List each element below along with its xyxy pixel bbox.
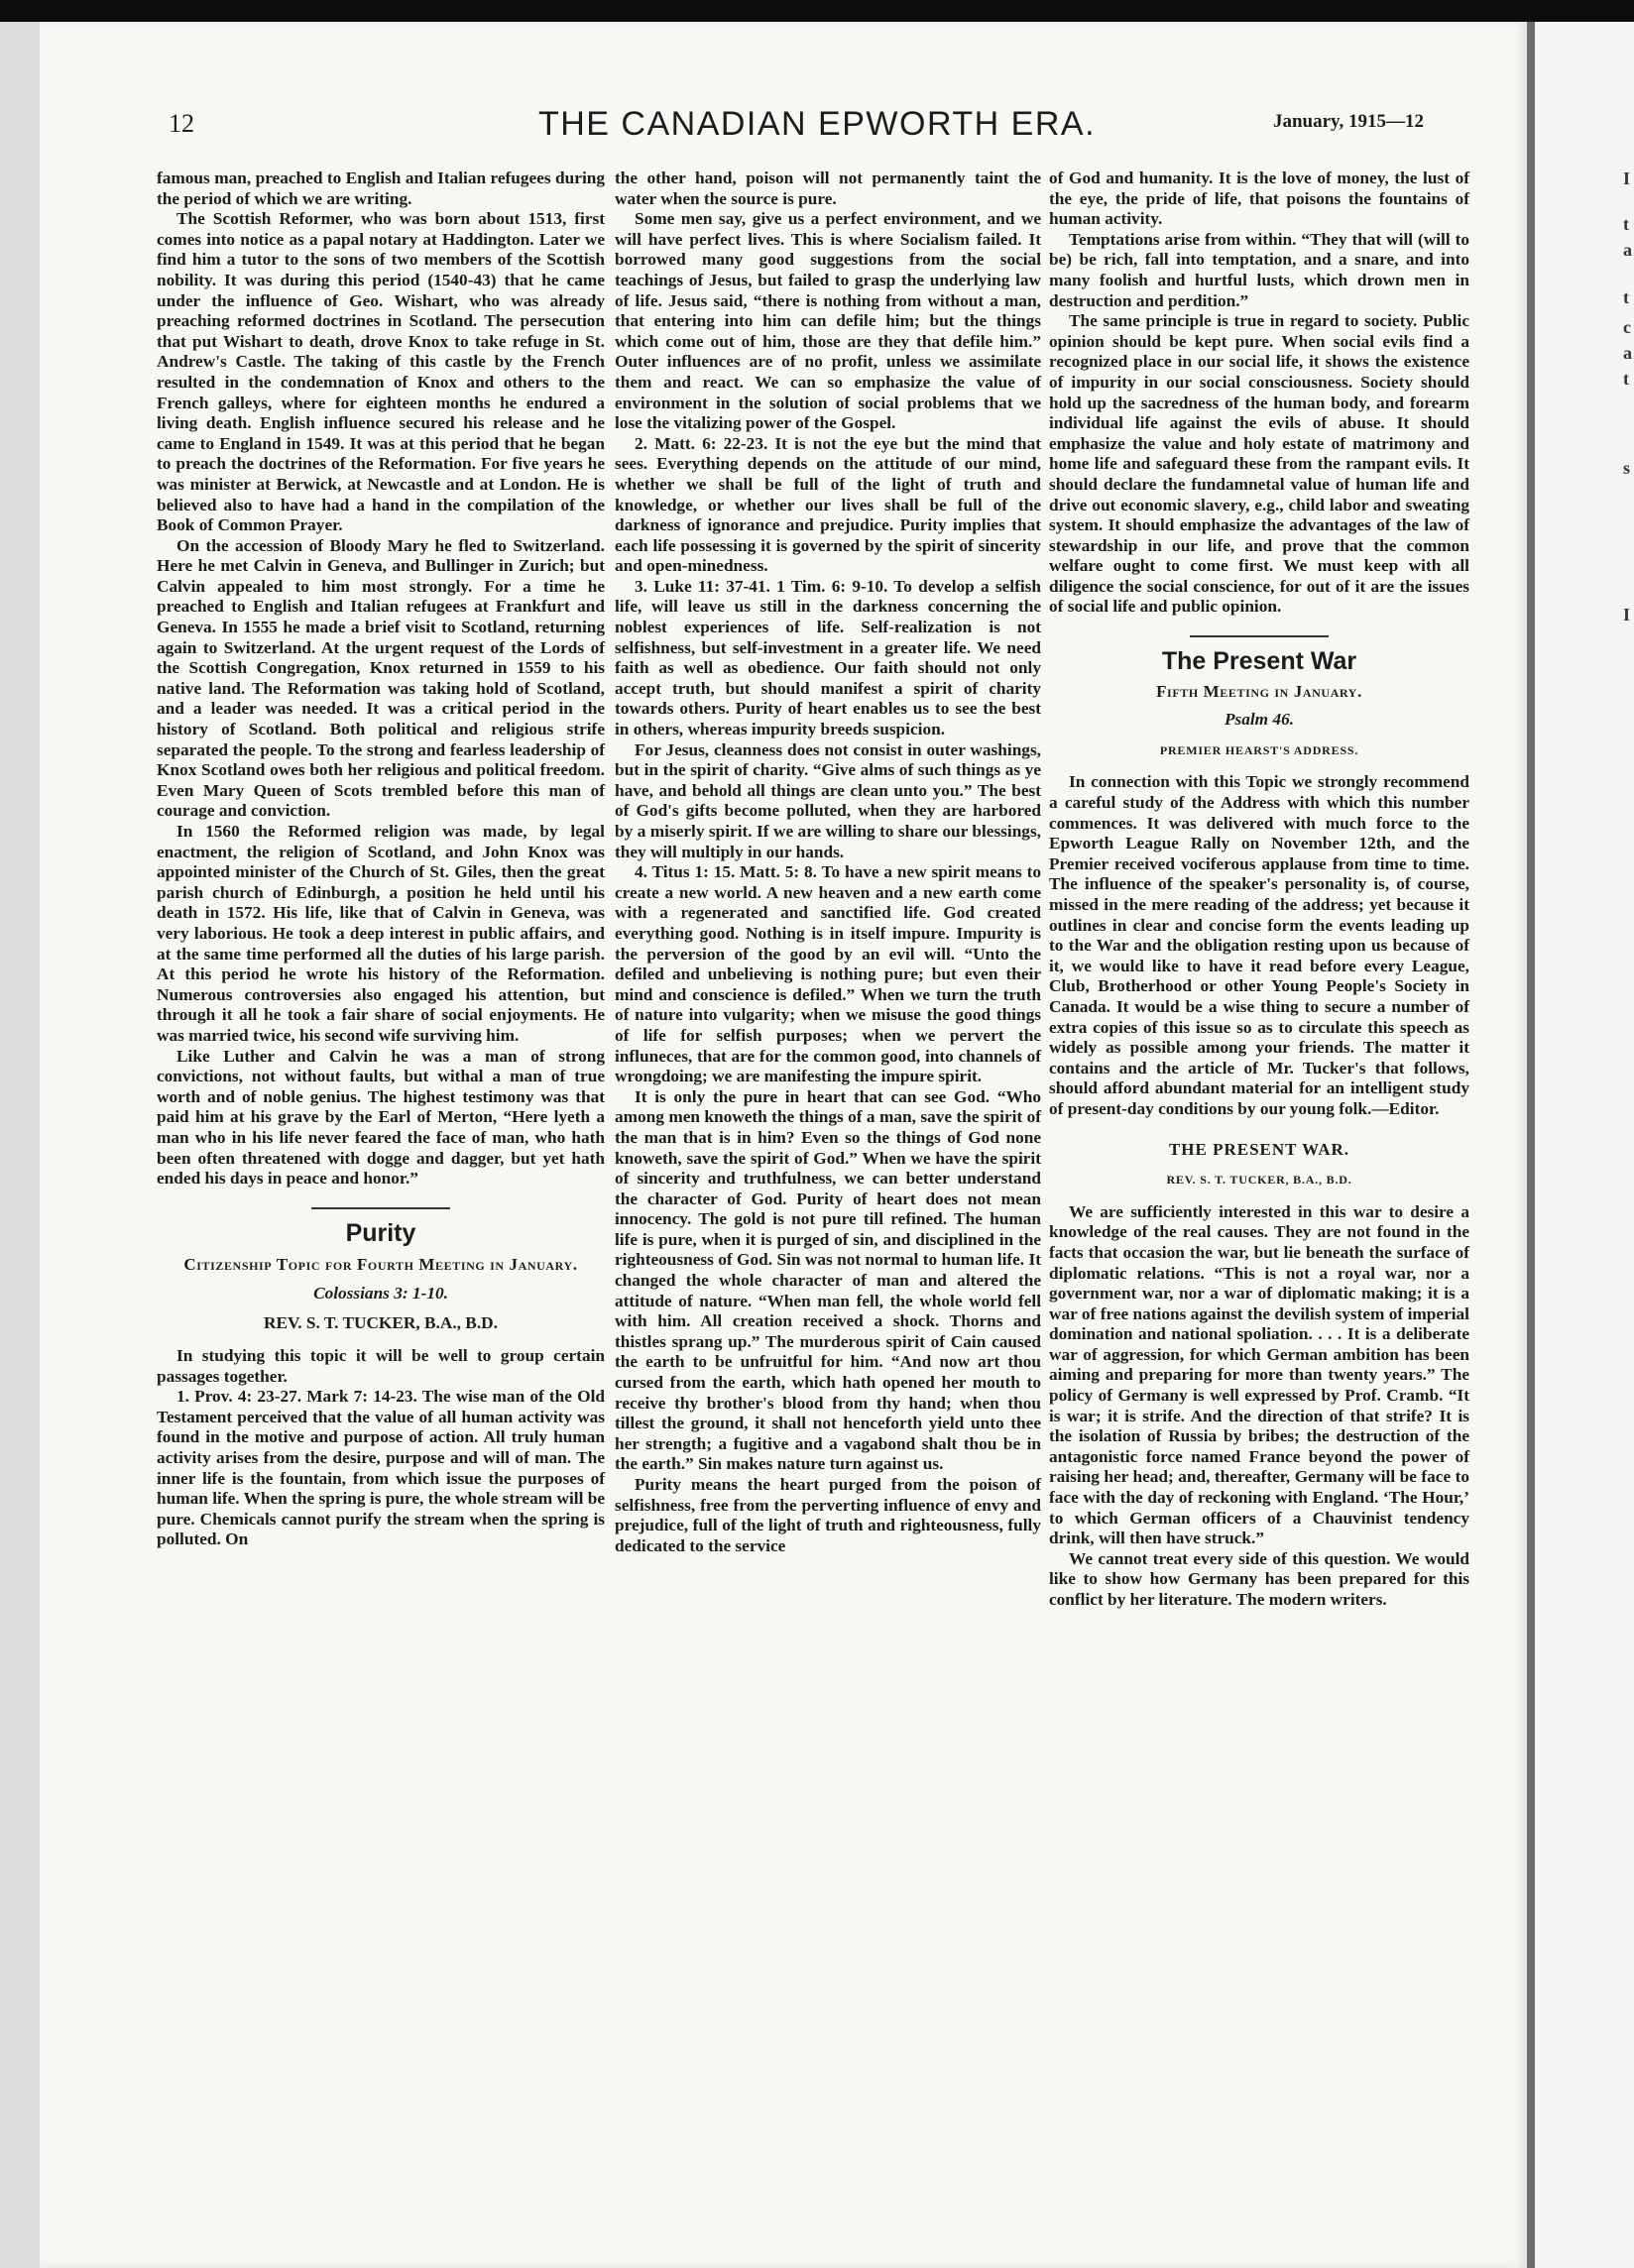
page-header (0, 105, 1634, 149)
column-1 (157, 169, 605, 1550)
paragraph: We cannot treat every side of this question. We would like to show how Germany has been prepared for this conflict by her literature. The modern writers. (1049, 1548, 1469, 1609)
paragraph: In studying this topic it will be well to group certain passages together. (157, 1346, 605, 1386)
topic-subtitle: Fifth Meeting in January. (1156, 681, 1362, 701)
section-title-present-war: The Present War (1161, 647, 1357, 676)
section-divider (311, 1207, 450, 1209)
paragraph: It is only the pure in heart that can see God. “Who among men knoweth the things of a man, save the spirit of the man that is in him? Even so the things of God none knoweth, save the spirit of God.” When we have the spirit of sincerity and truthfulness, we can better understand the character of God. Purity of heart does not mean innocency. The gold is not pure till refined. The human life is pure, when it is purged of sin, and disciplined in the righteousness of God. Sin was not normal to human life. It changed the whole character of man and altered the attitude of nature. “When man fell, the whole world fell with him. All creation received a shock. Thorns and thistles sprang up.” The murderous spirit of Cain caused the earth to be unfruitful for him. “And now art thou cursed from the earth, which hath opened her mouth to receive thy brother's blood from thy hand; when thou tillest the ground, it shall not henceforth yield unto thee her strength; a fugitive and a vagabond shalt thou be in the earth.” Sin makes nature turn against us. (615, 1086, 1041, 1474)
margin-letter: c (1623, 317, 1631, 337)
paragraph: For Jesus, cleanness does not consist in outer washings, but in the spirit of charity. “Give alms of such things as ye have, and behold all things are clean unto you.” The best of God's gifts become polluted, when they are harbored by a miserly spirit. If we are willing to share our blessings, they will multiply in our hands. (615, 739, 1041, 861)
paragraph: In connection with this Topic we strongly recommend a careful study of the Address with which this number commences. It was delivered with much force to the Epworth League Rally on November 12th, and the Premier received vociferous applause from time to time. The influence of the speaker's personality is, of course, missed in the mere reading of the address; yet because it outlines in clear and concise form the events leading up to the War and the obligation resting upon us because of it, we would like to have it read before every League, Club, Brotherhood or other Young People's Society in Canada. It would be a wise thing to secure a number of extra copies of this issue so as to circulate this speech as widely as possible among your friends. The matter it contains and the article of Mr. Tucker's that follows, should afford abundant material for an intelligent study of present-day conditions by our young folk.—Editor. (1049, 772, 1469, 1118)
margin-letter: I (1623, 605, 1631, 624)
issue-date: January, 1915—12 (1272, 111, 1424, 132)
paragraph: The Scottish Reformer, who was born about 1513, first comes into notice as a papal notary at Haddington. Later we find him a tutor to the sons of two members of the Scottish nobility. It was during this period (1540-43) that he came under the influence of Geo. Wishart, who was already preaching reformed doctrines in Scotland. The persecution that put Wishart to death, drove Knox to take refuge in St. Andrew's Castle. The taking of this castle by the French resulted in the condemnation of Knox and others to the French galleys, where for eighteen months he endured a living death. English influence secured his release and he came to England in 1549. It was at this period that he began to preach the doctrines of the Reformation. For five years he was minister at Berwick, at Newcastle and at London. He is believed also to have had a hand in the compilation of the Book of Common Prayer. (157, 209, 605, 535)
masthead-title: THE CANADIAN EPWORTH ERA. (537, 105, 1097, 143)
paragraph: In 1560 the Reformed religion was made, by legal enactment, the religion of Scotland, and John Knox was appointed minister of the Church of St. Giles, then the great parish church of Edinburgh, a position he held until his death in 1572. His life, like that of Calvin in Geneva, was very laborious. He took a deep interest in public affairs, and at the same time performed all the duties of his large parish. At this period he wrote his history of the Reformation. Numerous controversies also engaged his attention, but through it all he took a fair share of social enjoyments. He was married twice, his second wife surviving him. (157, 822, 605, 1045)
scripture-reference: Psalm 46. (1224, 710, 1295, 730)
section-divider (1190, 635, 1329, 637)
scripture-reference: Colossians 3: 1-10. (313, 1283, 448, 1303)
column-2 (615, 169, 1041, 1556)
paragraph: Purity means the heart purged from the poison of selfishness, free from the perverting influence of envy and prejudice, full of the light of truth and righteousness, fully dedicated to the service (615, 1475, 1041, 1555)
paragraph: Some men say, give us a perfect environment, and we will have perfect lives. This is where Socialism failed. It borrowed many good suggestions from the social teachings of Jesus, but failed to grasp the underlying law of life. Jesus said, “there is nothing from without a man, that entering into him can defile him; but the things which come out of him, those are they that defile him.” Outer influences are of no profit, unless we assimilate them and react. We can so emphasize the value of environment in the solution of social problems that we lose the vitalizing power of the Gospel. (615, 209, 1041, 433)
column-3 (1049, 169, 1469, 1611)
margin-letter: a (1623, 343, 1632, 363)
author-byline: REV. S. T. TUCKER, B.A., B.D. (1166, 1173, 1352, 1188)
paragraph: Temptations arise from within. “They that will (will to be) be rich, fall into temptation, and a snare, and into many foolish and hurtful lusts, which drown men in destruction and perdition.” (1049, 229, 1469, 310)
paragraph: On the accession of Bloody Mary he fled to Switzerland. Here he met Calvin in Geneva, and Bullinger in Zurich; but Calvin appealed to him most strongly. For a time he preached to English and Italian refugees at Frankfurt and Geneva. In 1555 he made a brief visit to Scotland, returning again to Switzerland. At the urgent request of the Lords of the Scottish Congregation, Knox returned in 1559 to his native land. The Reformation was taking hold of Scotland, and a leader was needed. It was a critical period in the history of Scotland. Both political and religious strife separated the people. To the strong and fearless leadership of Knox Scotland owes both her religious and political freedom. Even Mary Queen of Scots trembled before this man of courage and conviction. (157, 535, 605, 821)
paragraph: We are sufficiently interested in this war to desire a knowledge of the real causes. They are not found in the facts that occasion the war, but lie beneath the surface of diplomatic relations. “This is not a royal war, nor a government war, nor a war of diplomatic making; it is a war of free nations against the devilish system of imperial domination and national spoliation. . . . It is a deliberate war of aggression, for which German ambition has been aiming and preparing for more than twenty years.” The policy of Germany is well expressed by Prof. Cramb. “It is war; it is strife. And the direction of that strife? It is the isolation of Russia by bribes; the destruction of the antagonistic force named France beyond the power of raising her head; and, thereafter, Germany will be face to face with the day of reckoning with England. ‘The Hour,’ to which German officers of a Chauvinist tendency drink, will then have struck.” (1049, 1201, 1469, 1548)
margin-letter: t (1623, 214, 1629, 234)
paragraph: famous man, preached to English and Italian refugees during the period of which we are writing. (157, 169, 605, 208)
page-number: 12 (169, 109, 194, 138)
article-title: THE PRESENT WAR. (1168, 1139, 1350, 1159)
paragraph: 3. Luke 11: 37-41. 1 Tim. 6: 9-10. To develop a selfish life, will leave us still in the darkness concerning the noblest experiences of life. Self-realization is not selfishness, but self-investment in a greater life. We need faith as well as obedience. Our faith should not only accept truth, but should manifest a spirit of charity towards others. Purity of heart enables us to see the best in others, whereas impurity breeds suspicion. (615, 576, 1041, 739)
margin-letter: s (1623, 458, 1631, 478)
paragraph: 4. Titus 1: 15. Matt. 5: 8. To have a new spirit means to create a new world. A new heaven and a new earth come with a regenerated and sanctified life. God created everything good. Nothing is in itself impure. Impurity is the perversion of the good by an evil will. “Unto the defiled and unbelieving is nothing pure; but even their mind and conscience is defiled.” When we turn the truth of nature into vulgarity; when we misuse the good things of life for selfish purposes; when we pervert the influneces, that are for the common good, into channels of wrongdoing; we are manifesting the impure spirit. (615, 862, 1041, 1086)
page-edge-shadow (1527, 22, 1535, 2268)
topic-subtitle: Citizenship Topic for Fourth Meeting in January. (183, 1255, 578, 1275)
address-heading: PREMIER HEARST'S ADDRESS. (1159, 742, 1359, 757)
paragraph: 1. Prov. 4: 23-27. Mark 7: 14-23. The wise man of the Old Testament perceived that the value of all human activity was found in the motive and purpose of action. All truly human activity arises from the desire, purpose and will of man. The inner life is the fountain, from which issue the purposes of human life. When the spring is pure, the whole stream will be pure. Chemicals cannot purify the stream when the spring is polluted. On (157, 1387, 605, 1549)
paragraph: Like Luther and Calvin he was a man of strong convictions, not without faults, but withal a man of true worth and of noble genius. The highest testimony was that paid him at his grave by the Earl of Merton, “Here lyeth a man who in his life never feared the face of man, who hath been often threatened with dogge and dagger, but yet hath ended his days in peace and honor.” (157, 1046, 605, 1189)
margin-letter: a (1623, 240, 1632, 260)
margin-letter: I (1623, 169, 1631, 188)
paragraph: the other hand, poison will not permanently taint the water when the source is pure. (615, 169, 1041, 208)
margin-letter: t (1623, 287, 1629, 307)
paragraph: of God and humanity. It is the love of money, the lust of the eye, the pride of life, that poisons the fountains of human activity. (1049, 169, 1469, 229)
adjacent-page-edge (1535, 22, 1634, 2268)
section-title-purity: Purity (345, 1218, 416, 1247)
paragraph: The same principle is true in regard to society. Public opinion should be kept pure. When social evils find a recognized place in our social life, it shows the existence of impurity in our social consciousness. Society should hold up the sacredness of the human body, and forearm individual life against the evils of abuse. It should emphasize the value and holy estate of matrimony and home life and safeguard these from the rampant evils. It should declare the fundamnetal value of human life and drive out economic slavery, e.g., child labor and sweating system. It should emphasize the advantages of the law of stewardship in our life, and prove that the common welfare ought to come first. We must keep with all diligence the social conscience, for out of it are the issues of social life and public opinion. (1049, 311, 1469, 617)
scan-top-border (0, 0, 1634, 22)
author-byline: REV. S. T. TUCKER, B.A., B.D. (264, 1313, 498, 1333)
paragraph: 2. Matt. 6: 22-23. It is not the eye but the mind that sees. Everything depends on the attitude of our mind, whether we shall be full of the light of truth and knowledge, or whether our lives shall be full of the darkness of ignorance and prejudice. Purity implies that each life possessing it is governed by the spirit of sincerity and open-minedness. (615, 433, 1041, 576)
margin-letter: t (1623, 369, 1629, 389)
